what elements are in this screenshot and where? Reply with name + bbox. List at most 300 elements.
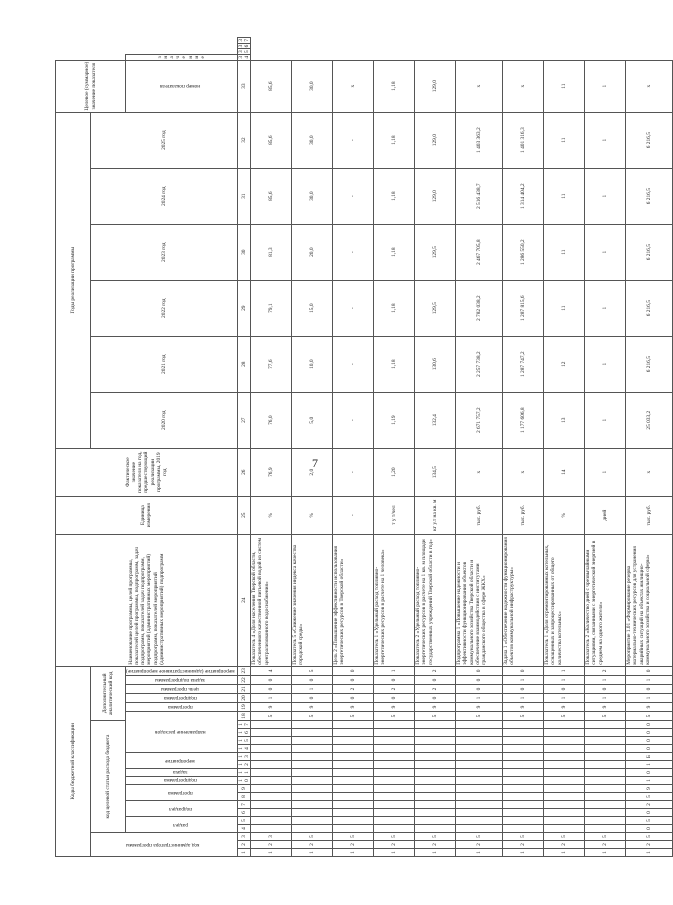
code-cell: [251, 737, 292, 745]
code-cell: 2: [251, 841, 292, 849]
code-cell: [251, 793, 292, 801]
year-value-cell: 129,5: [415, 280, 456, 336]
code-cell: 2: [415, 666, 456, 675]
code-cell: 0: [374, 676, 415, 685]
code-cell: 0: [626, 809, 673, 817]
year-value-cell: 13: [544, 392, 585, 448]
code-cell: 5: [544, 833, 585, 841]
code-cell: [585, 777, 626, 785]
code-cell: 1: [374, 666, 415, 675]
target-column-header: Целевое (суммарное) значение показателя: [56, 60, 126, 112]
code-cell: 0: [626, 825, 673, 833]
code-cell: 1: [333, 849, 374, 857]
year-2022-header: 2022 год: [91, 280, 238, 336]
code-cell: 0: [374, 694, 415, 703]
table-row: [292, 38, 333, 857]
table-row: [544, 38, 585, 857]
code-cell: 2: [585, 841, 626, 849]
code-cell: [456, 801, 503, 809]
year-value-cell: 11: [544, 280, 585, 336]
year-value-cell: 1,18: [374, 280, 415, 336]
year-value-cell: -: [333, 280, 374, 336]
year-value-cell: 130,6: [415, 336, 456, 392]
admin-code-header: код администратора программы: [91, 833, 238, 857]
year-value-cell: -: [333, 112, 374, 168]
code-cell: [292, 769, 333, 777]
fact-cell: -: [333, 448, 374, 496]
year-value-cell: 1: [585, 112, 626, 168]
kbk-expense-direction-header: направление расходов: [126, 712, 238, 753]
code-cell: [251, 801, 292, 809]
code-cell: [585, 769, 626, 777]
fact-cell: 134,5: [415, 448, 456, 496]
code-cell: [585, 753, 626, 761]
column-number: 33: [237, 60, 250, 112]
code-cell: 5: [374, 833, 415, 841]
year-value-cell: 20,0: [292, 224, 333, 280]
code-cell: [585, 729, 626, 737]
target-cell: 11: [544, 60, 585, 112]
code-cell: [333, 777, 374, 785]
code-cell: [456, 809, 503, 817]
code-cell: 9: [585, 703, 626, 712]
column-number: 14: [237, 745, 250, 753]
code-cell: 1: [544, 676, 585, 685]
code-cell: 0: [415, 676, 456, 685]
year-value-cell: 2 782 038,2: [456, 280, 503, 336]
column-number: 35: [237, 50, 251, 53]
column-number: 12: [237, 761, 250, 769]
code-cell: 9: [503, 703, 544, 712]
kbk-section-header: раздел: [126, 817, 238, 833]
code-cell: [333, 729, 374, 737]
code-cell: 2: [585, 666, 626, 675]
fact-cell: 1: [585, 448, 626, 496]
code-cell: [374, 721, 415, 729]
code-cell: [544, 777, 585, 785]
year-value-cell: 2 516 438,7: [456, 168, 503, 224]
code-cell: [292, 825, 333, 833]
year-2023-header: 2023 год: [91, 224, 238, 280]
column-number: 20: [237, 694, 250, 703]
code-cell: [333, 809, 374, 817]
year-value-cell: 30,0: [292, 168, 333, 224]
column-number: 5: [237, 817, 250, 825]
year-value-cell: 1: [585, 336, 626, 392]
code-cell: [333, 769, 374, 777]
column-number: 1: [237, 849, 250, 857]
column-number: 30: [237, 224, 250, 280]
analytic-task-header: задача подпрограммы: [126, 676, 238, 685]
code-cell: [415, 753, 456, 761]
code-cell: 2: [415, 685, 456, 694]
code-cell: [374, 745, 415, 753]
code-cell: 0: [333, 666, 374, 675]
code-cell: [503, 737, 544, 745]
code-cell: [503, 825, 544, 833]
code-cell: 9: [333, 703, 374, 712]
code-cell: [333, 745, 374, 753]
name-column-header: Наименование программы, целей программы, показателей целей программы, подпрограмм, задач подпрограмм, показателей задач подпрограмм, мероприятий (административных мероприятий) подпрограмм, показателей мероприятий (административных мероприятий) подпрограмм: [56, 534, 238, 666]
code-cell: [585, 793, 626, 801]
row-name: Показатель 1 «Удельный расход топливно-энергетических ресурсов в расчете на 1 человека»: [374, 534, 415, 666]
code-cell: [333, 761, 374, 769]
code-cell: [456, 753, 503, 761]
code-cell: 5: [333, 712, 374, 721]
year-value-cell: 2 671 757,2: [456, 392, 503, 448]
year-value-cell: 25 033,2: [626, 392, 673, 448]
year-value-cell: 1: [585, 392, 626, 448]
code-cell: 0: [626, 745, 673, 753]
target-cell: х: [503, 60, 544, 112]
code-cell: 1: [626, 694, 673, 703]
page-number: 7: [312, 456, 318, 470]
code-cell: [415, 761, 456, 769]
code-cell: [503, 761, 544, 769]
code-cell: [415, 793, 456, 801]
target-cell: 1,18: [374, 60, 415, 112]
code-cell: 1: [503, 849, 544, 857]
code-cell: [374, 729, 415, 737]
year-value-cell: 5,0: [292, 392, 333, 448]
code-cell: [456, 785, 503, 793]
code-cell: 0: [456, 666, 503, 675]
code-cell: [503, 809, 544, 817]
unit-cell: %: [292, 496, 333, 534]
code-cell: [251, 761, 292, 769]
unit-cell: -: [333, 496, 374, 534]
table-row: [374, 38, 415, 857]
code-cell: 0: [292, 676, 333, 685]
code-cell: [374, 737, 415, 745]
code-cell: [415, 721, 456, 729]
code-cell: 1: [503, 676, 544, 685]
year-value-cell: 1,18: [374, 168, 415, 224]
year-2021-header: 2021 год: [91, 336, 238, 392]
code-cell: [292, 817, 333, 825]
code-cell: [333, 817, 374, 825]
year-value-cell: 1 177 606,8: [503, 392, 544, 448]
code-cell: 0: [626, 729, 673, 737]
code-cell: 1: [544, 694, 585, 703]
program-table-page: [55, 37, 653, 857]
code-cell: [585, 801, 626, 809]
column-number: 21: [237, 685, 250, 694]
code-cell: 0: [251, 676, 292, 685]
year-value-cell: 1: [585, 224, 626, 280]
code-cell: [374, 769, 415, 777]
year-value-cell: 30,0: [292, 112, 333, 168]
analytic-subprogram-header: подпрограмма: [126, 694, 238, 703]
code-cell: 1: [251, 849, 292, 857]
code-cell: [544, 745, 585, 753]
code-cell: Б: [626, 753, 673, 761]
code-cell: 0: [292, 694, 333, 703]
fact-cell: 14: [544, 448, 585, 496]
unit-cell: тыс. руб.: [626, 496, 673, 534]
column-number-row: [237, 38, 250, 857]
code-cell: [456, 729, 503, 737]
code-cell: [503, 777, 544, 785]
code-cell: [292, 801, 333, 809]
target-cell: 1: [585, 60, 626, 112]
code-cell: 1: [292, 685, 333, 694]
code-cell: [544, 737, 585, 745]
code-cell: [544, 785, 585, 793]
code-cell: [251, 753, 292, 761]
year-value-cell: 1 287 747,2: [503, 336, 544, 392]
row-name: Показатель 2 «Удельный расход топливно-энергетических ресурсов в расчете на 1 кв. м площади государственных учреждений Тверской области в год»: [415, 534, 456, 666]
code-cell: [503, 785, 544, 793]
year-value-cell: 15,0: [292, 280, 333, 336]
code-cell: 1: [374, 849, 415, 857]
code-cell: 1: [251, 694, 292, 703]
code-cell: 0: [251, 685, 292, 694]
code-cell: [415, 801, 456, 809]
year-value-cell: 1,18: [374, 224, 415, 280]
year-value-cell: 85,6: [251, 168, 292, 224]
code-cell: 1: [585, 694, 626, 703]
code-cell: 9: [456, 703, 503, 712]
code-cell: [544, 761, 585, 769]
code-cell: [374, 785, 415, 793]
kbk-event-header: мероприятие: [126, 753, 238, 769]
column-number: 28: [237, 336, 250, 392]
code-cell: 1: [292, 849, 333, 857]
year-value-cell: -: [333, 336, 374, 392]
year-value-cell: 1: [585, 168, 626, 224]
code-cell: [374, 761, 415, 769]
column-number: 19: [237, 703, 250, 712]
code-cell: 5: [415, 712, 456, 721]
year-2025-header: 2025 год: [91, 112, 238, 168]
code-cell: 5: [626, 833, 673, 841]
code-cell: 1: [626, 676, 673, 685]
table-row: [503, 38, 544, 857]
analytic-event-header: мероприятие (административное мероприятие): [126, 666, 238, 675]
fact-cell: х: [456, 448, 503, 496]
code-cell: 5: [292, 712, 333, 721]
target-value-header: значение: [126, 54, 238, 60]
code-cell: [415, 825, 456, 833]
target-cell: х: [456, 60, 503, 112]
code-cell: [585, 809, 626, 817]
code-cell: [374, 809, 415, 817]
unit-cell: кг у.т на кв. м: [415, 496, 456, 534]
target-cell: 85,6: [251, 60, 292, 112]
fact-cell: 76,9: [251, 448, 292, 496]
year-value-cell: 6 216,5: [626, 168, 673, 224]
fact-cell: х: [503, 448, 544, 496]
code-cell: 9: [251, 703, 292, 712]
code-cell: 5: [333, 833, 374, 841]
code-cell: 1: [544, 849, 585, 857]
code-cell: 0: [503, 685, 544, 694]
code-cell: [292, 809, 333, 817]
code-cell: [585, 825, 626, 833]
year-value-cell: 10,0: [292, 336, 333, 392]
code-cell: [585, 745, 626, 753]
column-number: 15: [237, 737, 250, 745]
analytic-indicator-header: номер показателя: [126, 60, 238, 112]
analytic-goal-header: цель программы: [126, 685, 238, 694]
column-number: 29: [237, 280, 250, 336]
year-value-cell: 79,1: [251, 280, 292, 336]
row-name: Подпрограмма 1 «Повышение надежности и эффективности функционирования объектов коммунального хозяйства Тверской области и обеспечение взаимодействия с институтами гражданского общества в сфере ЖКХ»: [456, 534, 503, 666]
code-cell: [292, 721, 333, 729]
code-cell: 2: [333, 685, 374, 694]
code-cell: 0: [626, 721, 673, 729]
row-name: Показатель 1 «Доля отремонтированных котельных, оснащенных и запроцессированных от общего количества котельных»: [544, 534, 585, 666]
years-group-header: Годы реализации программы: [56, 112, 91, 448]
code-cell: 1: [456, 849, 503, 857]
code-cell: 0: [333, 676, 374, 685]
code-cell: 0: [544, 685, 585, 694]
code-cell: 1: [503, 694, 544, 703]
column-number: 18: [237, 712, 250, 721]
code-cell: 0: [415, 694, 456, 703]
code-cell: [456, 769, 503, 777]
code-cell: 5: [292, 666, 333, 675]
code-cell: [374, 753, 415, 761]
year-2024-header: 2024 год: [91, 168, 238, 224]
column-number: 4: [237, 825, 250, 833]
code-cell: [292, 737, 333, 745]
code-cell: 1: [585, 676, 626, 685]
year-value-cell: 6 216,5: [626, 224, 673, 280]
code-cell: 0: [626, 737, 673, 745]
code-cell: [251, 769, 292, 777]
year-value-cell: 85,6: [251, 112, 292, 168]
column-number: 34: [237, 55, 251, 59]
code-cell: [251, 745, 292, 753]
code-cell: [456, 761, 503, 769]
column-number: 11: [237, 769, 250, 777]
row-name: Задача 1 «Обеспечение надежности функционирования объектов коммунальной инфраструктуры»: [503, 534, 544, 666]
code-cell: [333, 793, 374, 801]
code-cell: [415, 737, 456, 745]
code-cell: [292, 729, 333, 737]
code-cell: 9: [626, 703, 673, 712]
unit-cell: %: [251, 496, 292, 534]
column-number: 22: [237, 676, 250, 685]
code-cell: [292, 777, 333, 785]
column-number: 7: [237, 801, 250, 809]
year-value-cell: 2 467 705,8: [456, 224, 503, 280]
year-value-cell: 2 257 738,2: [456, 336, 503, 392]
row-name: Показатель 2 «Количество дней с чрезвычайными ситуациями, связанными с энергетической энергией в среднем на одного жителя»: [585, 534, 626, 666]
code-cell: [374, 777, 415, 785]
table-row: [456, 38, 503, 857]
code-cell: [544, 729, 585, 737]
code-cell: [544, 817, 585, 825]
code-cell: 5: [626, 712, 673, 721]
code-cell: [585, 761, 626, 769]
code-cell: [292, 761, 333, 769]
column-number: 3: [237, 833, 250, 841]
code-cell: [292, 785, 333, 793]
code-cell: 3: [251, 833, 292, 841]
code-cell: 5: [456, 712, 503, 721]
code-cell: 1: [456, 694, 503, 703]
code-cell: 0: [333, 694, 374, 703]
code-cell: 5: [374, 712, 415, 721]
code-cell: [333, 753, 374, 761]
column-number: 36: [237, 44, 251, 48]
year-value-cell: 1 286 550,2: [503, 224, 544, 280]
code-cell: 5: [292, 833, 333, 841]
code-cell: [292, 745, 333, 753]
code-cell: [251, 785, 292, 793]
code-cell: [333, 785, 374, 793]
kbk-task-header: задача: [126, 769, 238, 777]
code-cell: [251, 817, 292, 825]
code-cell: [415, 785, 456, 793]
code-cell: 5: [503, 712, 544, 721]
code-cell: 1: [626, 849, 673, 857]
code-cell: 0: [456, 685, 503, 694]
year-value-cell: 1: [585, 280, 626, 336]
column-number: 25: [237, 496, 250, 534]
code-cell: [544, 793, 585, 801]
row-name: Показатель 4 «Доля населения Тверской области, обеспеченного качественной питьевой водой из систем централизованного водоснабжения»: [251, 534, 292, 666]
unit-cell: тыс. руб.: [503, 496, 544, 534]
code-cell: [585, 817, 626, 825]
code-cell: [503, 753, 544, 761]
column-number: 16: [237, 729, 250, 737]
code-cell: [456, 777, 503, 785]
kbk-program-header: программа: [126, 785, 238, 801]
code-cell: [415, 777, 456, 785]
target-cell: 129,0: [415, 60, 456, 112]
analytic-program-header: программа: [126, 703, 238, 712]
code-cell: 2: [292, 841, 333, 849]
column-number: 37: [237, 38, 251, 42]
year-value-cell: 12: [544, 336, 585, 392]
code-cell: [333, 737, 374, 745]
year-value-cell: 1 287 815,6: [503, 280, 544, 336]
code-cell: 2: [374, 685, 415, 694]
column-number: 23: [237, 666, 250, 675]
code-cell: 4: [251, 666, 292, 675]
table-row: [585, 38, 626, 857]
column-number: 6: [237, 809, 250, 817]
code-cell: 9: [544, 703, 585, 712]
code-cell: 2: [503, 841, 544, 849]
code-cell: [456, 817, 503, 825]
column-number: 32: [237, 112, 250, 168]
year-value-cell: 129,0: [415, 112, 456, 168]
code-cell: 1: [544, 666, 585, 675]
code-cell: [503, 801, 544, 809]
column-number: 8: [237, 793, 250, 801]
code-cell: 0: [626, 666, 673, 675]
code-cell: 5: [544, 712, 585, 721]
code-cell: [292, 753, 333, 761]
year-value-cell: 1,18: [374, 112, 415, 168]
code-cell: 9: [626, 785, 673, 793]
code-cell: [374, 817, 415, 825]
fact-column-header: Фактическое значение показателя на год, предшествующий реализации программы, 2019 год: [56, 448, 238, 496]
code-cell: 5: [415, 833, 456, 841]
row-name: Цель 2 «Повышение эффективности использования энергетических ресурсов в Тверской области»: [333, 534, 374, 666]
year-value-cell: 1 403 363,2: [456, 112, 503, 168]
code-cell: [415, 745, 456, 753]
code-cell: 1: [415, 849, 456, 857]
unit-cell: %: [544, 496, 585, 534]
code-cell: 0: [626, 769, 673, 777]
code-cell: [456, 745, 503, 753]
